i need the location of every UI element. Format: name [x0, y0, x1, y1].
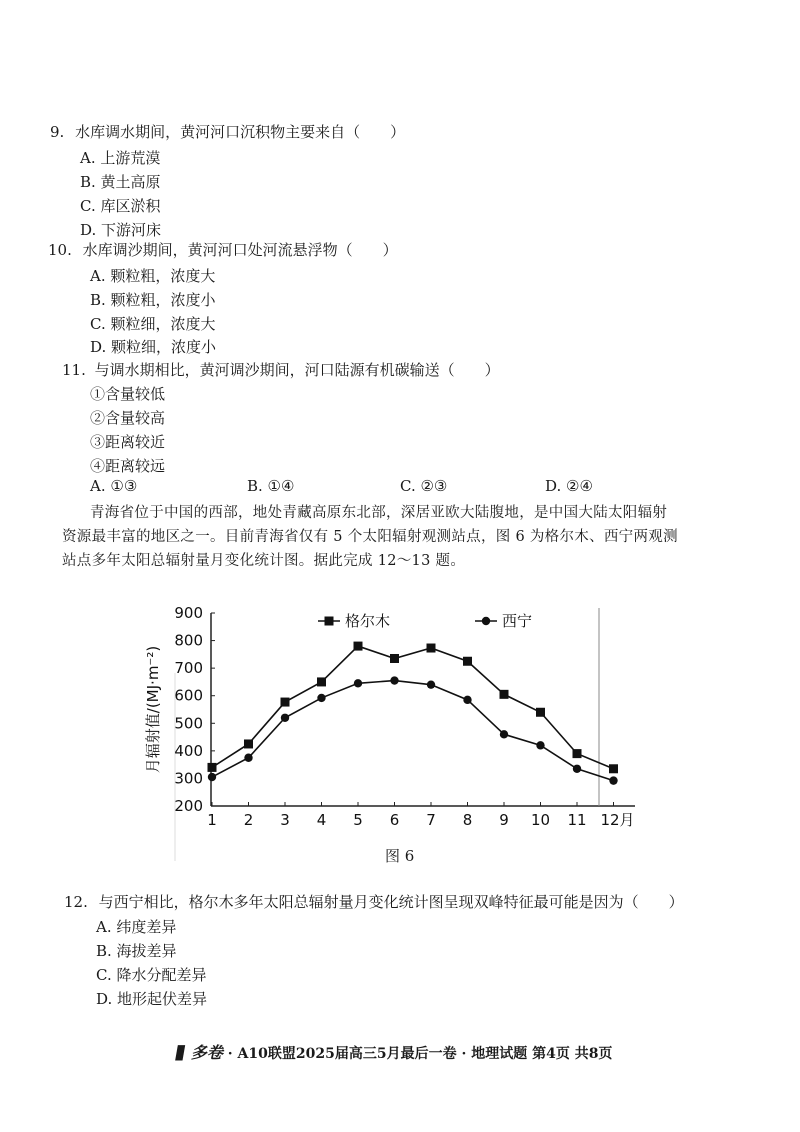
passage-line-3: 站点多年太阳总辐射量月变化统计图。据此完成 12～13 题。 — [62, 553, 466, 569]
question-number: 12. — [64, 893, 88, 911]
q10-option-b[interactable]: B. 颗粒粗，浓度小 — [90, 291, 216, 309]
chart-series — [208, 642, 619, 785]
y-tick-label: 400 — [174, 741, 203, 760]
x-tick-label: 8 — [462, 811, 473, 829]
data-point-circle — [427, 680, 435, 688]
data-point-square — [500, 690, 509, 699]
x-tick-label: 2 — [243, 811, 254, 829]
question-number: 11. — [62, 361, 86, 379]
data-point-square — [354, 642, 363, 651]
legend-label: 格尔木 — [345, 612, 391, 630]
data-point-square — [609, 764, 618, 773]
page-footer — [172, 1039, 613, 1063]
y-tick-label: 500 — [174, 714, 203, 733]
data-point-square — [244, 739, 253, 748]
data-point-square — [573, 749, 582, 758]
y-tick-label: 600 — [174, 686, 203, 705]
q11-item-4: ④距离较远 — [90, 457, 166, 475]
x-tick-label: 3 — [280, 811, 290, 829]
data-point-circle — [317, 694, 325, 702]
solar-radiation-chart — [0, 590, 800, 880]
passage-line-1: 青海省位于中国的西部，地处青藏高原东北部，深居亚欧大陆腹地，是中国大陆太阳辐射 — [90, 505, 668, 521]
data-point-square — [281, 698, 290, 707]
x-tick-label: 9 — [499, 811, 509, 829]
q12-option-b[interactable]: B. 海拔差异 — [96, 942, 177, 960]
chart-axes — [174, 604, 635, 861]
data-point-square — [208, 763, 217, 772]
series-line-西宁 — [212, 681, 614, 781]
passage-line-2: 资源最丰富的地区之一。目前青海省仅有 5 个太阳辐射观测站点，图 6 为格尔木、西宁两观测 — [62, 529, 678, 545]
x-tick-label: 6 — [389, 811, 400, 829]
question-number: 10. — [48, 241, 72, 259]
data-point-circle — [500, 730, 508, 738]
x-tick-label: 1 — [207, 811, 217, 829]
data-point-circle — [354, 679, 362, 687]
question-text: 水库调水期间，黄河河口沉积物主要来自（ ） — [75, 123, 406, 141]
q11-option-a[interactable]: A. ①③ — [90, 477, 138, 495]
q10-option-c[interactable]: C. 颗粒细，浓度大 — [90, 315, 216, 333]
x-tick-label: 5 — [353, 811, 363, 829]
question-number: 9. — [50, 123, 65, 141]
data-point-circle — [208, 773, 216, 781]
x-tick-label: 7 — [426, 811, 436, 829]
data-point-circle — [463, 696, 471, 704]
question-11-stem — [62, 359, 500, 380]
q12-option-c[interactable]: C. 降水分配差异 — [96, 966, 207, 984]
data-point-square — [427, 644, 436, 653]
x-tick-label: 10 — [530, 811, 551, 829]
x-tick-label: 4 — [316, 811, 327, 829]
q9-option-b[interactable]: B. 黄土高原 — [80, 173, 161, 191]
question-10-stem — [48, 239, 398, 260]
q12-option-a[interactable]: A. 纬度差异 — [96, 918, 177, 936]
y-tick-label: 200 — [174, 797, 203, 815]
question-12-stem — [64, 891, 684, 912]
y-axis-label: 月辐射值/(MJ·m⁻²) — [144, 645, 162, 774]
data-point-circle — [281, 714, 289, 722]
data-point-square — [463, 657, 472, 666]
footer-brand: 多卷 — [190, 1043, 223, 1062]
y-tick-label: 700 — [174, 659, 203, 678]
chart-legend — [318, 612, 532, 630]
data-point-square — [536, 708, 545, 717]
q9-option-a[interactable]: A. 上游荒漠 — [80, 149, 161, 167]
data-point-circle — [244, 754, 252, 762]
legend-label: 西宁 — [502, 612, 533, 630]
q11-item-1: ①含量较低 — [90, 385, 166, 403]
q11-option-b[interactable]: B. ①④ — [247, 477, 295, 495]
question-text: 与西宁相比，格尔木多年太阳总辐射量月变化统计图呈现双峰特征最可能是因为（ ） — [98, 893, 684, 911]
footer-text: · A10联盟2025届高三5月最后一卷 · 地理试题 第4页 共8页 — [227, 1046, 613, 1062]
question-9-stem — [50, 121, 405, 142]
q11-option-c[interactable]: C. ②③ — [400, 477, 448, 495]
question-text: 水库调沙期间，黄河河口处河流悬浮物（ ） — [82, 241, 398, 259]
x-tick-label: 11 — [567, 811, 587, 829]
y-tick-label: 900 — [174, 604, 203, 622]
q10-option-a[interactable]: A. 颗粒粗，浓度大 — [90, 267, 216, 285]
q11-item-3: ③距离较近 — [90, 433, 166, 451]
q11-item-2: ②含量较高 — [90, 409, 166, 427]
y-tick-label: 800 — [174, 631, 203, 650]
data-point-circle — [609, 776, 617, 784]
data-point-circle — [390, 676, 398, 684]
legend-marker-square — [325, 617, 334, 626]
q12-option-d[interactable]: D. 地形起伏差异 — [96, 990, 208, 1008]
x-tick-label: 12月 — [600, 811, 635, 829]
q10-option-d[interactable]: D. 颗粒细，浓度小 — [90, 338, 217, 356]
q11-option-d[interactable]: D. ②④ — [545, 477, 593, 495]
data-point-square — [390, 654, 399, 663]
legend-marker-circle — [482, 617, 490, 625]
question-text: 与调水期相比，黄河调沙期间，河口陆源有机碳输送（ ） — [94, 361, 500, 379]
series-line-格尔木 — [212, 646, 614, 769]
data-point-circle — [536, 741, 544, 749]
q9-option-c[interactable]: C. 库区淤积 — [80, 197, 161, 215]
figure-caption: 图 6 — [385, 847, 415, 865]
footer-logo-icon: ▮ — [172, 1039, 189, 1063]
data-point-circle — [573, 765, 581, 773]
data-point-square — [317, 677, 326, 686]
y-tick-label: 300 — [174, 769, 203, 788]
q9-option-d[interactable]: D. 下游河床 — [80, 221, 162, 239]
